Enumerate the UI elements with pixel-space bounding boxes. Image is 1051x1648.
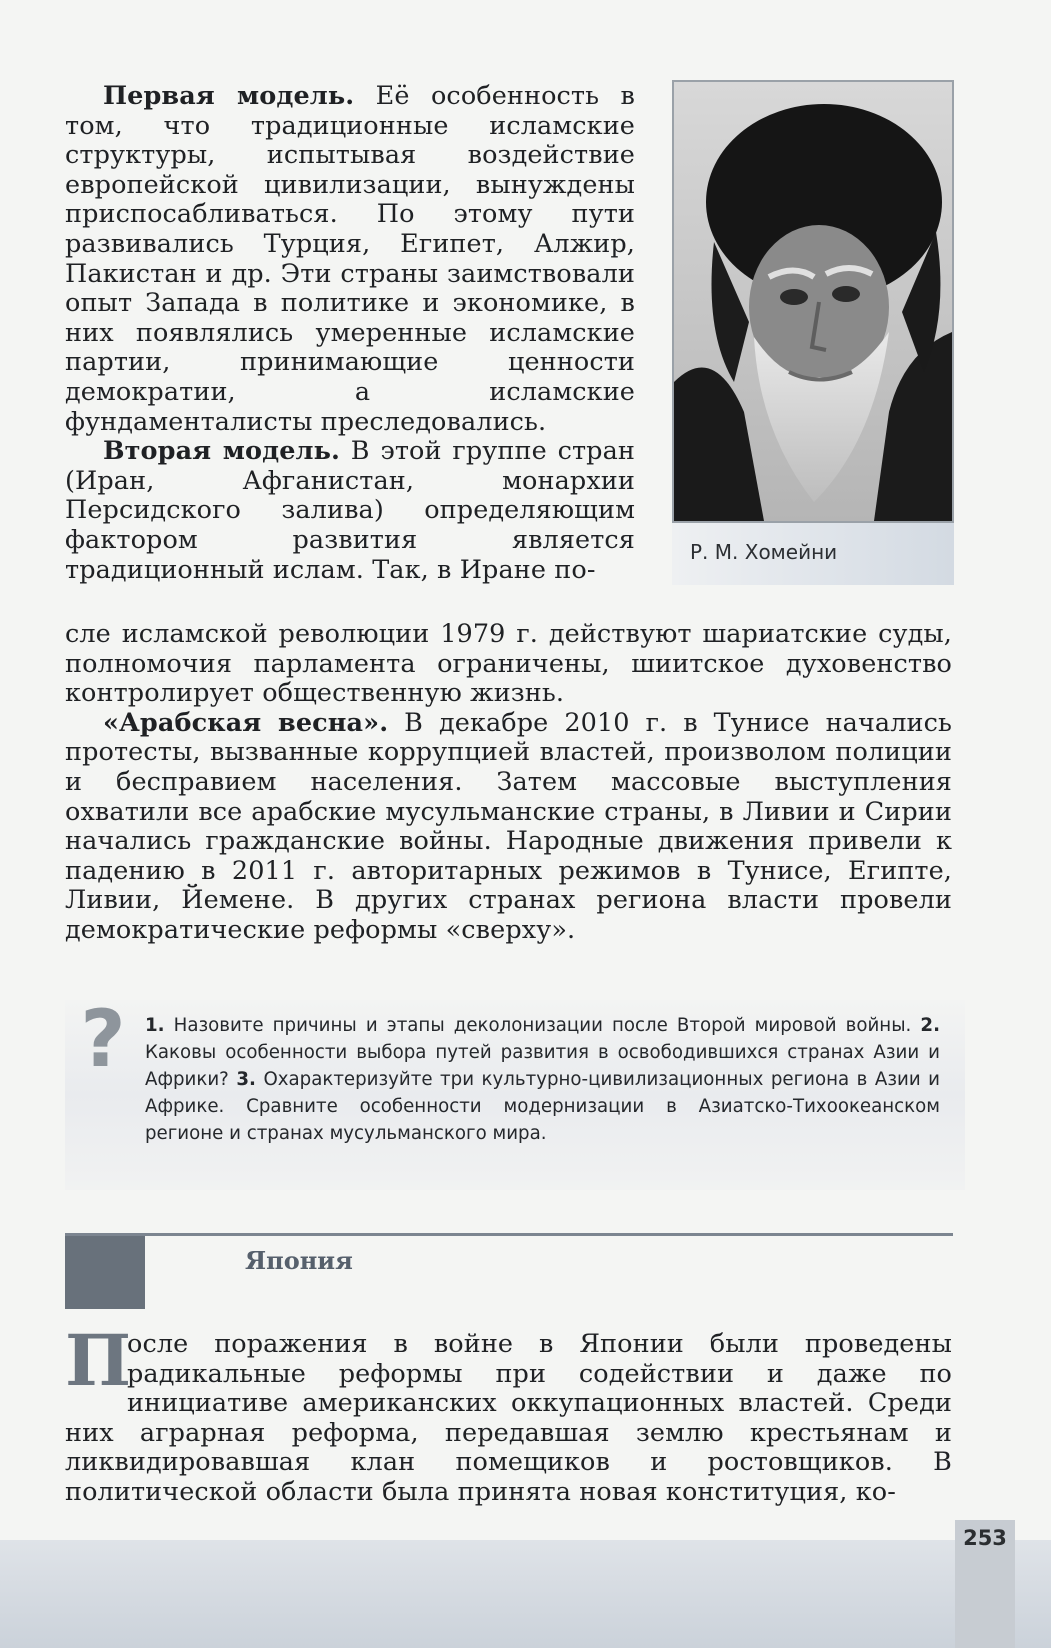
paragraph-text: Её особенность в том, что традиционные исламские структуры, испытывая воздействие европейской цивилизации, вынуждены приспосабливаться. По этому пути развивались Турция, Египет, Алжир, Пакистан и др. Эти страны заимствовали опыт Запада в политике и экономике, в них появлялись умеренные исламские партии, принимающие ценности демократии, а исламские фундаменталисты преследовались. [65, 81, 635, 437]
question-mark-icon: ? [80, 995, 126, 1085]
paragraph-text: В этой группе стран (Иран, Афганистан, монархии Персидского залива) определяющим фактором развития является традиционный ислам. Так, в Иране по- [65, 436, 635, 585]
paragraph-lead: Вторая модель. [103, 436, 340, 467]
section-body [65, 1319, 952, 1508]
footer-band [0, 1540, 1051, 1648]
paragraph-second-model [65, 437, 635, 585]
paragraph-text: осле поражения в войне в Японии были проведены радикальные реформы при содействии и даже по инициативе американских оккупационных властей. Среди них аграрная реформа, передавшая землю крестьянам и ликвидировавшая клан помещиков и ростовщиков. В политической области была принята новая конституция, ко- [65, 1329, 952, 1507]
paragraph-text: сле исламской революции 1979 г. действуют шариатские суды, полномочия парламента ограничены, шиитское духовенство контролирует общественную жизнь. [65, 619, 952, 709]
paragraph-lead: «Арабская весна». [103, 707, 389, 738]
text-column-full [65, 620, 952, 946]
paragraph-continuation [65, 620, 952, 709]
question-number: 3. [236, 1069, 256, 1090]
drop-cap: П [65, 1319, 132, 1402]
paragraph-arab-spring [65, 709, 952, 946]
paragraph-first-model [65, 82, 635, 437]
portrait-illustration [674, 82, 952, 521]
question-text: Каковы особенности выбора путей развития в освободившихся странах Азии и Африки? [145, 1042, 940, 1090]
section-paragraph [65, 1319, 952, 1508]
paragraph-text: В декабре 2010 г. в Тунисе начались протесты, вызванные коррупцией властей, произволом полиции и бесправием населения. Затем массовые выступления охватили все арабские мусульманские страны, в Ливии и Сирии начались гражданские войны. Народные движения привели к падению в 2011 г. авторитарных режимов в Тунисе, Египте, Ливии, Йемене. В других странах региона власти провели демократические реформы «сверху». [65, 707, 952, 945]
question-number: 2. [920, 1015, 940, 1036]
question-text: Охарактеризуйте три культурно-цивилизационных региона в Азии и Африке. Сравните особенности модернизации в Азиатско-Тихоокеанском регионе и странах мусульманского мира. [145, 1069, 940, 1144]
section-marker-block [65, 1236, 145, 1309]
section-rule [65, 1233, 953, 1236]
question-text: Назовите причины и этапы деколонизации после Второй мировой войны. [164, 1015, 921, 1036]
page-number: 253 [963, 1526, 1007, 1550]
portrait-photo [672, 80, 954, 523]
section-title: Япония [245, 1246, 353, 1275]
text-column-top [65, 82, 635, 585]
question-number: 1. [145, 1015, 165, 1036]
photo-caption: Р. М. Хомейни [690, 540, 838, 564]
paragraph-lead: Первая модель. [103, 81, 355, 111]
questions-text [145, 1012, 940, 1147]
